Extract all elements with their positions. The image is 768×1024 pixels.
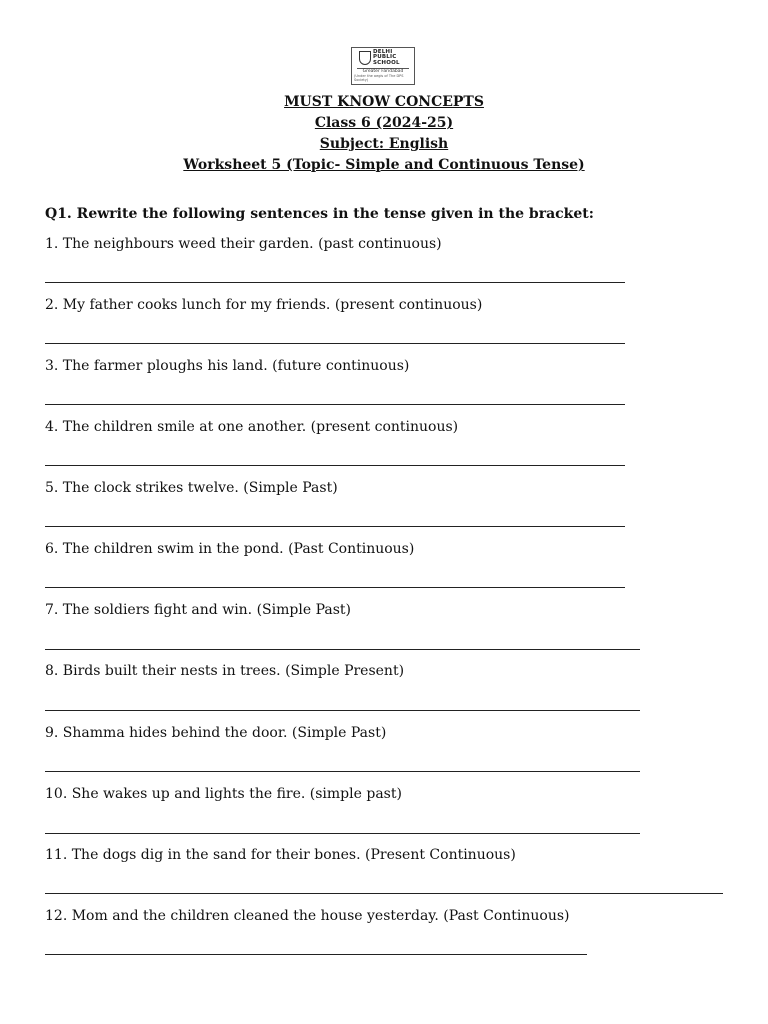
answer-line[interactable] bbox=[45, 465, 625, 466]
answer-line[interactable] bbox=[45, 526, 625, 527]
school-logo bbox=[351, 47, 415, 85]
page-title: MUST KNOW CONCEPTS bbox=[284, 94, 484, 110]
question-item: 11. The dogs dig in the sand for their bones. (Present Continuous) bbox=[45, 847, 516, 863]
answer-line[interactable] bbox=[45, 282, 625, 283]
section-title: Q1. Rewrite the following sentences in the tense given in the bracket: bbox=[45, 206, 594, 222]
question-item: 12. Mom and the children cleaned the house yesterday. (Past Continuous) bbox=[45, 908, 570, 924]
question-item: 10. She wakes up and lights the fire. (simple past) bbox=[45, 786, 402, 802]
question-item: 1. The neighbours weed their garden. (past continuous) bbox=[45, 236, 442, 252]
answer-line[interactable] bbox=[45, 587, 625, 588]
answer-line[interactable] bbox=[45, 404, 625, 405]
logo-name-line: DELHI bbox=[373, 48, 393, 55]
logo-top bbox=[359, 50, 407, 67]
answer-line[interactable] bbox=[45, 649, 640, 650]
logo-name-line: SCHOOL bbox=[373, 59, 400, 66]
question-item: 8. Birds built their nests in trees. (Simple Present) bbox=[45, 663, 405, 679]
worksheet-label: Worksheet 5 (Topic- Simple and Continuous Tense) bbox=[183, 157, 585, 173]
question-item: 9. Shamma hides behind the door. (Simple Past) bbox=[45, 725, 387, 741]
answer-line[interactable] bbox=[45, 343, 625, 344]
subject-label: Subject: English bbox=[319, 136, 449, 152]
question-item: 3. The farmer ploughs his land. (future continuous) bbox=[45, 358, 410, 374]
question-item: 2. My father cooks lunch for my friends. (present continuous) bbox=[45, 297, 483, 313]
question-item: 5. The clock strikes twelve. (Simple Past) bbox=[45, 480, 338, 496]
answer-line[interactable] bbox=[45, 954, 587, 955]
logo-school-name bbox=[373, 50, 407, 67]
question-item: 7. The soldiers fight and win. (Simple Past) bbox=[45, 602, 351, 618]
logo-tagline: (Under the aegis of The DPS Society) bbox=[354, 74, 404, 83]
logo-name-line: PUBLIC bbox=[373, 54, 397, 61]
class-label: Class 6 (2024-25) bbox=[314, 115, 454, 131]
question-item: 4. The children smile at one another. (present continuous) bbox=[45, 419, 459, 435]
question-item: 6. The children swim in the pond. (Past Continuous) bbox=[45, 541, 415, 557]
answer-line[interactable] bbox=[45, 893, 723, 894]
worksheet-header bbox=[0, 92, 768, 176]
answer-line[interactable] bbox=[45, 710, 640, 711]
logo-location: Greater Faridabad bbox=[357, 68, 409, 74]
shield-icon bbox=[359, 51, 371, 65]
answer-line[interactable] bbox=[45, 771, 640, 772]
answer-line[interactable] bbox=[45, 833, 640, 834]
